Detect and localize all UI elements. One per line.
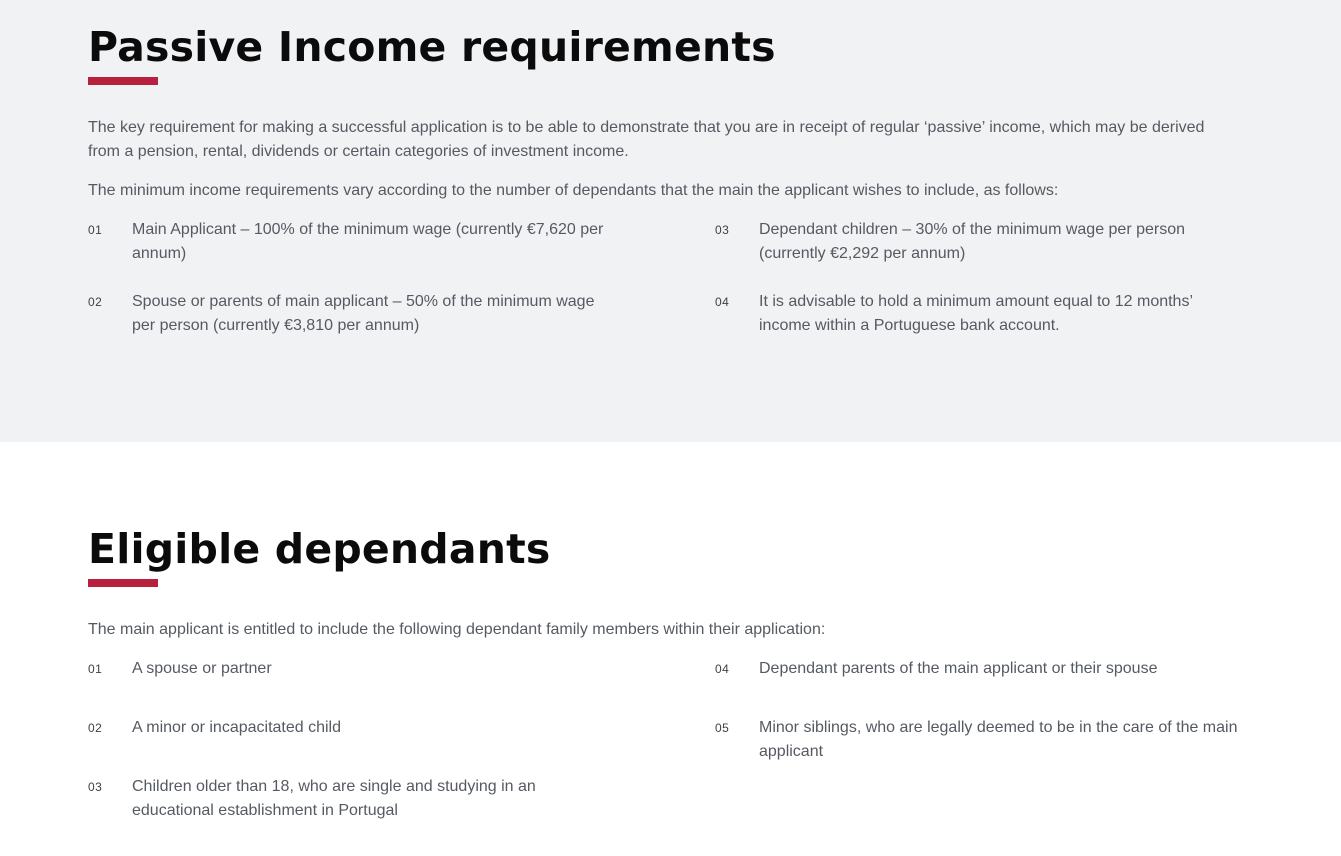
list-item-text: Main Applicant – 100% of the minimum wage (currently €7,620 per annum) [132, 221, 604, 262]
list-item-number: 02 [88, 295, 103, 309]
list-item-text: A minor or incapacitated child [132, 719, 341, 736]
list-item-number: 02 [88, 721, 103, 735]
heading-underline [88, 579, 158, 587]
eligible-dependants-section [0, 442, 1341, 856]
list-item-number: 03 [88, 780, 103, 794]
list-item-number: 01 [88, 223, 103, 237]
list-item-text: Spouse or parents of main applicant – 50% of the minimum wage per person (currently €3,810 per annum) [132, 293, 595, 334]
list-item-text: Minor siblings, who are legally deemed to be in the care of the main applicant [759, 719, 1238, 760]
list-item-number: 01 [88, 662, 103, 676]
passive-requirements-paragraph: The minimum income requirements vary according to the number of dependants that the main the applicant wishes to include, as follows: [88, 182, 1059, 199]
list-item-text: Dependant parents of the main applicant or their spouse [759, 660, 1158, 677]
eligible-intro-paragraph: The main applicant is entitled to include the following dependant family members within their application: [88, 621, 826, 638]
list-item-number: 04 [715, 662, 730, 676]
list-item-text: A spouse or partner [132, 660, 272, 677]
list-item-number: 04 [715, 295, 730, 309]
list-item-text: Dependant children – 30% of the minimum wage per person (currently €2,292 per annum) [759, 221, 1186, 262]
list-item-text: It is advisable to hold a minimum amount equal to 12 months’ income within a Portuguese bank account. [759, 293, 1193, 334]
passive-intro-paragraph: The key requirement for making a successful application is to be able to demonstrate that you are in receipt of regular ‘passive’ income, which may be derived from a pension, rental, dividends or certain categories of investment income. [88, 119, 1205, 160]
passive-income-heading: Passive Income requirements [88, 23, 776, 71]
list-item-text: Children older than 18, who are single and studying in an educational establishment in Portugal [132, 778, 536, 819]
list-item-number: 05 [715, 721, 730, 735]
eligible-dependants-heading: Eligible dependants [88, 525, 551, 573]
heading-underline [88, 77, 158, 85]
list-item-number: 03 [715, 223, 730, 237]
